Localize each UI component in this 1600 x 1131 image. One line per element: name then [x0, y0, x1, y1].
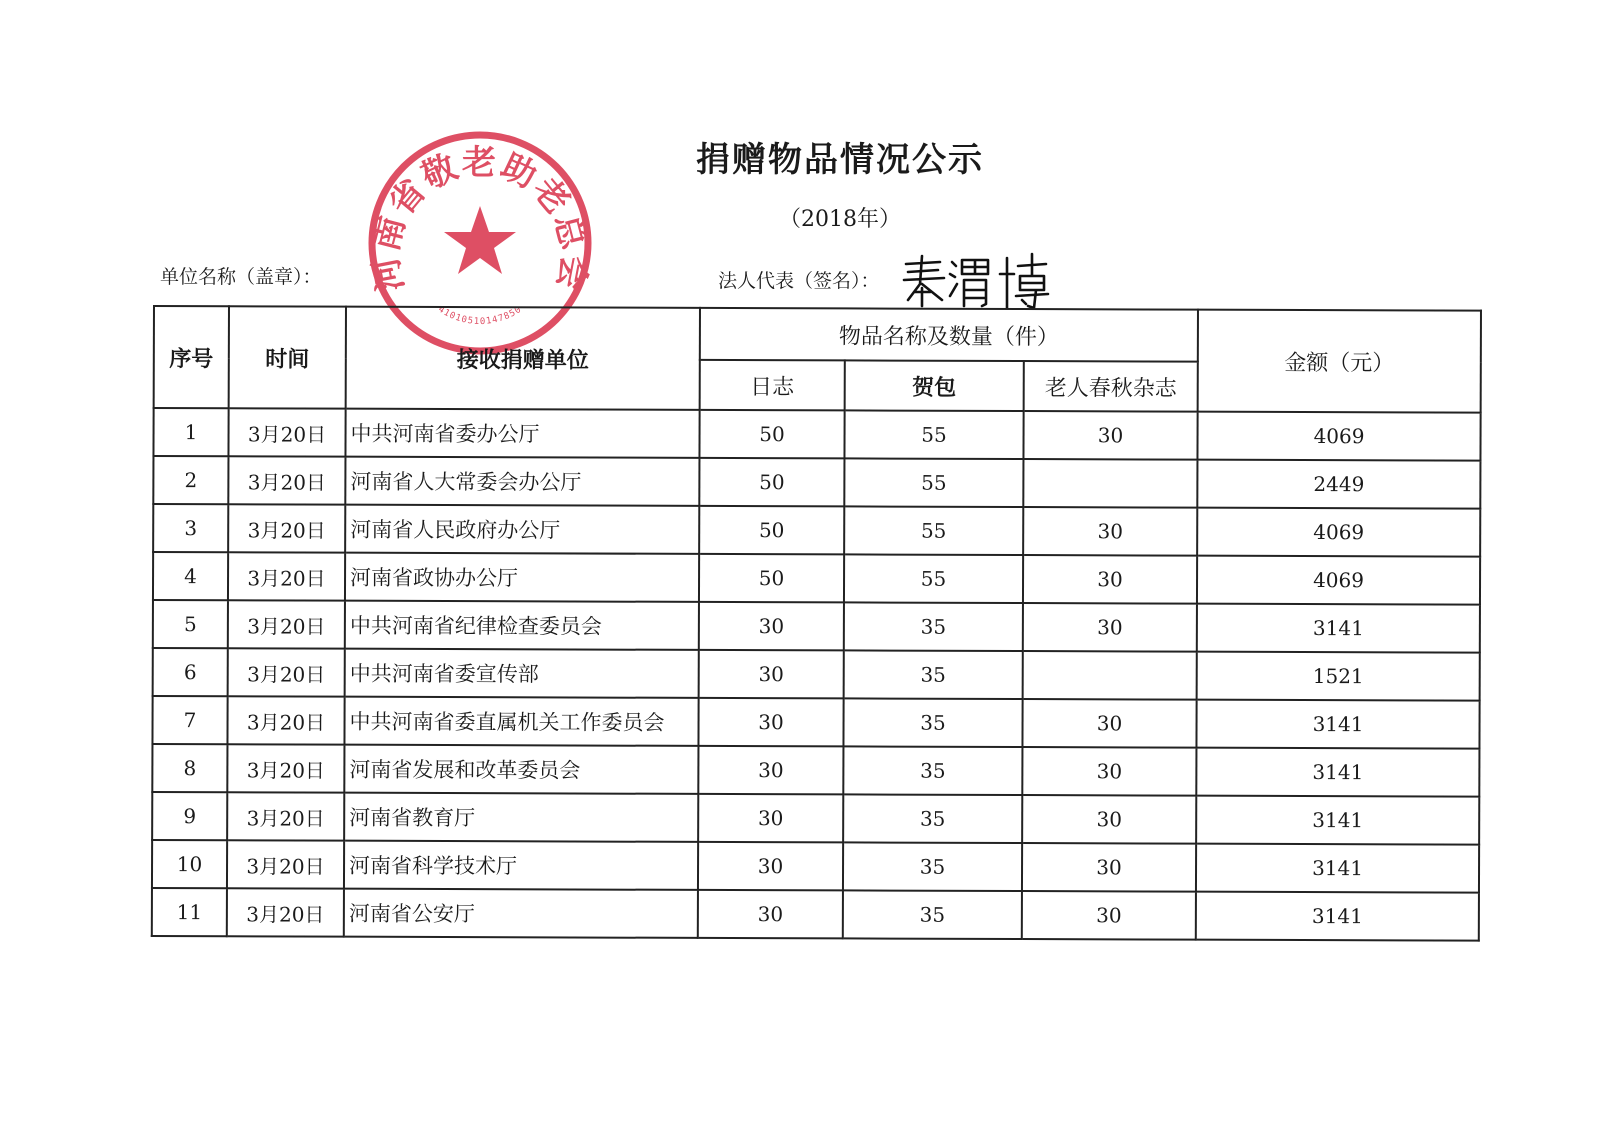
- cell-amount: 3141: [1196, 892, 1479, 941]
- cell-gift-bag: 35: [843, 890, 1022, 939]
- cell-journal: 50: [699, 506, 844, 555]
- legal-rep-label: 法人代表（签名）：: [718, 270, 880, 292]
- cell-amount: 4069: [1197, 412, 1480, 461]
- table-row: [153, 600, 1480, 653]
- table-body: [152, 408, 1481, 941]
- cell-amount: 3141: [1197, 604, 1480, 653]
- cell-journal: 30: [698, 794, 843, 843]
- header-gift-bag: 贺包: [845, 360, 1024, 411]
- cell-index: 8: [152, 744, 227, 792]
- table-row: [152, 696, 1479, 749]
- cell-time: 3月20日: [227, 744, 344, 792]
- cell-recipient: 河南省科学技术厅: [344, 841, 698, 890]
- cell-index: 7: [152, 696, 227, 744]
- cell-time: 3月20日: [228, 600, 345, 648]
- cell-journal: 50: [699, 554, 844, 603]
- header-index: 序号: [154, 306, 229, 408]
- cell-magazine: 30: [1022, 747, 1196, 796]
- document-title: 捐赠物品情况公示: [696, 140, 984, 180]
- cell-magazine: 30: [1022, 795, 1196, 844]
- cell-amount: 2449: [1197, 460, 1480, 509]
- signature-image: [900, 250, 1050, 310]
- table-row: [152, 744, 1479, 797]
- table-row: [153, 504, 1480, 557]
- header-journal: 日志: [700, 360, 845, 411]
- table-row: [152, 840, 1479, 893]
- table-row: [153, 648, 1480, 701]
- cell-recipient: 中共河南省委宣传部: [345, 649, 699, 698]
- cell-magazine: 30: [1023, 507, 1197, 556]
- cell-gift-bag: 35: [844, 602, 1023, 651]
- table-row: [153, 552, 1480, 605]
- cell-time: 3月20日: [228, 648, 345, 696]
- svg-text:河南省敬老助老总会: 河南省敬老助老总会: [365, 143, 595, 295]
- cell-recipient: 河南省人民政府办公厅: [345, 505, 699, 554]
- cell-recipient: 河南省公安厅: [344, 889, 698, 938]
- cell-time: 3月20日: [228, 504, 345, 552]
- cell-magazine: 30: [1023, 603, 1197, 652]
- cell-amount: 3141: [1196, 748, 1479, 797]
- cell-recipient: 中共河南省委直属机关工作委员会: [344, 697, 698, 746]
- cell-recipient: 河南省发展和改革委员会: [344, 745, 698, 794]
- cell-gift-bag: 55: [844, 410, 1023, 459]
- cell-index: 10: [152, 840, 227, 888]
- cell-index: 3: [153, 504, 228, 552]
- cell-journal: 50: [699, 458, 844, 507]
- cell-journal: 30: [698, 698, 843, 747]
- header-recipient: 接收捐赠单位: [346, 307, 700, 410]
- cell-time: 3月20日: [228, 552, 345, 600]
- cell-gift-bag: 35: [843, 842, 1022, 891]
- cell-journal: 30: [698, 746, 843, 795]
- cell-magazine: 30: [1023, 411, 1197, 460]
- cell-time: 3月20日: [227, 888, 344, 936]
- cell-magazine: 30: [1023, 555, 1197, 604]
- cell-magazine: [1023, 459, 1197, 508]
- cell-recipient: 河南省政协办公厅: [345, 553, 699, 602]
- cell-gift-bag: 35: [843, 746, 1022, 795]
- donation-table: [151, 305, 1482, 942]
- cell-magazine: 30: [1022, 699, 1196, 748]
- cell-journal: 30: [699, 650, 844, 699]
- cell-index: 1: [153, 408, 228, 456]
- cell-gift-bag: 35: [843, 698, 1022, 747]
- cell-amount: 1521: [1197, 652, 1480, 701]
- cell-gift-bag: 55: [844, 458, 1023, 507]
- cell-gift-bag: 35: [844, 650, 1023, 699]
- cell-time: 3月20日: [227, 792, 344, 840]
- cell-recipient: 中共河南省委办公厅: [345, 409, 699, 458]
- cell-magazine: [1023, 651, 1197, 700]
- cell-index: 11: [152, 888, 227, 936]
- cell-index: 4: [153, 552, 228, 600]
- table-row: [153, 456, 1480, 509]
- cell-recipient: 河南省教育厅: [344, 793, 698, 842]
- header-time: 时间: [229, 306, 346, 408]
- seal-star-icon: [444, 206, 516, 274]
- unit-name-label: 单位名称（盖章）：: [160, 266, 322, 288]
- table-row: [152, 888, 1479, 941]
- cell-index: 9: [152, 792, 227, 840]
- cell-index: 2: [153, 456, 228, 504]
- cell-journal: 50: [699, 410, 844, 459]
- cell-gift-bag: 55: [844, 506, 1023, 555]
- cell-index: 6: [153, 648, 228, 696]
- cell-time: 3月20日: [228, 456, 345, 504]
- cell-journal: 30: [698, 842, 843, 891]
- document-year: （2018年）: [779, 207, 901, 232]
- cell-time: 3月20日: [227, 840, 344, 888]
- cell-magazine: 30: [1022, 891, 1196, 940]
- cell-amount: 3141: [1196, 796, 1479, 845]
- header-amount: 金额（元）: [1198, 310, 1481, 413]
- table-row: [152, 792, 1479, 845]
- cell-time: 3月20日: [228, 408, 345, 456]
- svg-text:41010510147850: 41010510147850: [436, 304, 524, 328]
- cell-amount: 4069: [1197, 556, 1480, 605]
- table-header-row: [154, 306, 1481, 363]
- cell-recipient: 中共河南省纪律检查委员会: [345, 601, 699, 650]
- header-magazine: 老人春秋杂志: [1024, 361, 1198, 412]
- header-items-group: 物品名称及数量（件）: [700, 308, 1198, 362]
- cell-index: 5: [153, 600, 228, 648]
- cell-journal: 30: [699, 602, 844, 651]
- cell-gift-bag: 55: [844, 554, 1023, 603]
- cell-amount: 3141: [1196, 844, 1479, 893]
- cell-gift-bag: 35: [843, 794, 1022, 843]
- cell-magazine: 30: [1022, 843, 1196, 892]
- cell-amount: 3141: [1196, 700, 1479, 749]
- cell-time: 3月20日: [227, 696, 344, 744]
- cell-amount: 4069: [1197, 508, 1480, 557]
- table-row: [153, 408, 1480, 461]
- cell-journal: 30: [698, 890, 843, 939]
- cell-recipient: 河南省人大常委会办公厅: [345, 457, 699, 506]
